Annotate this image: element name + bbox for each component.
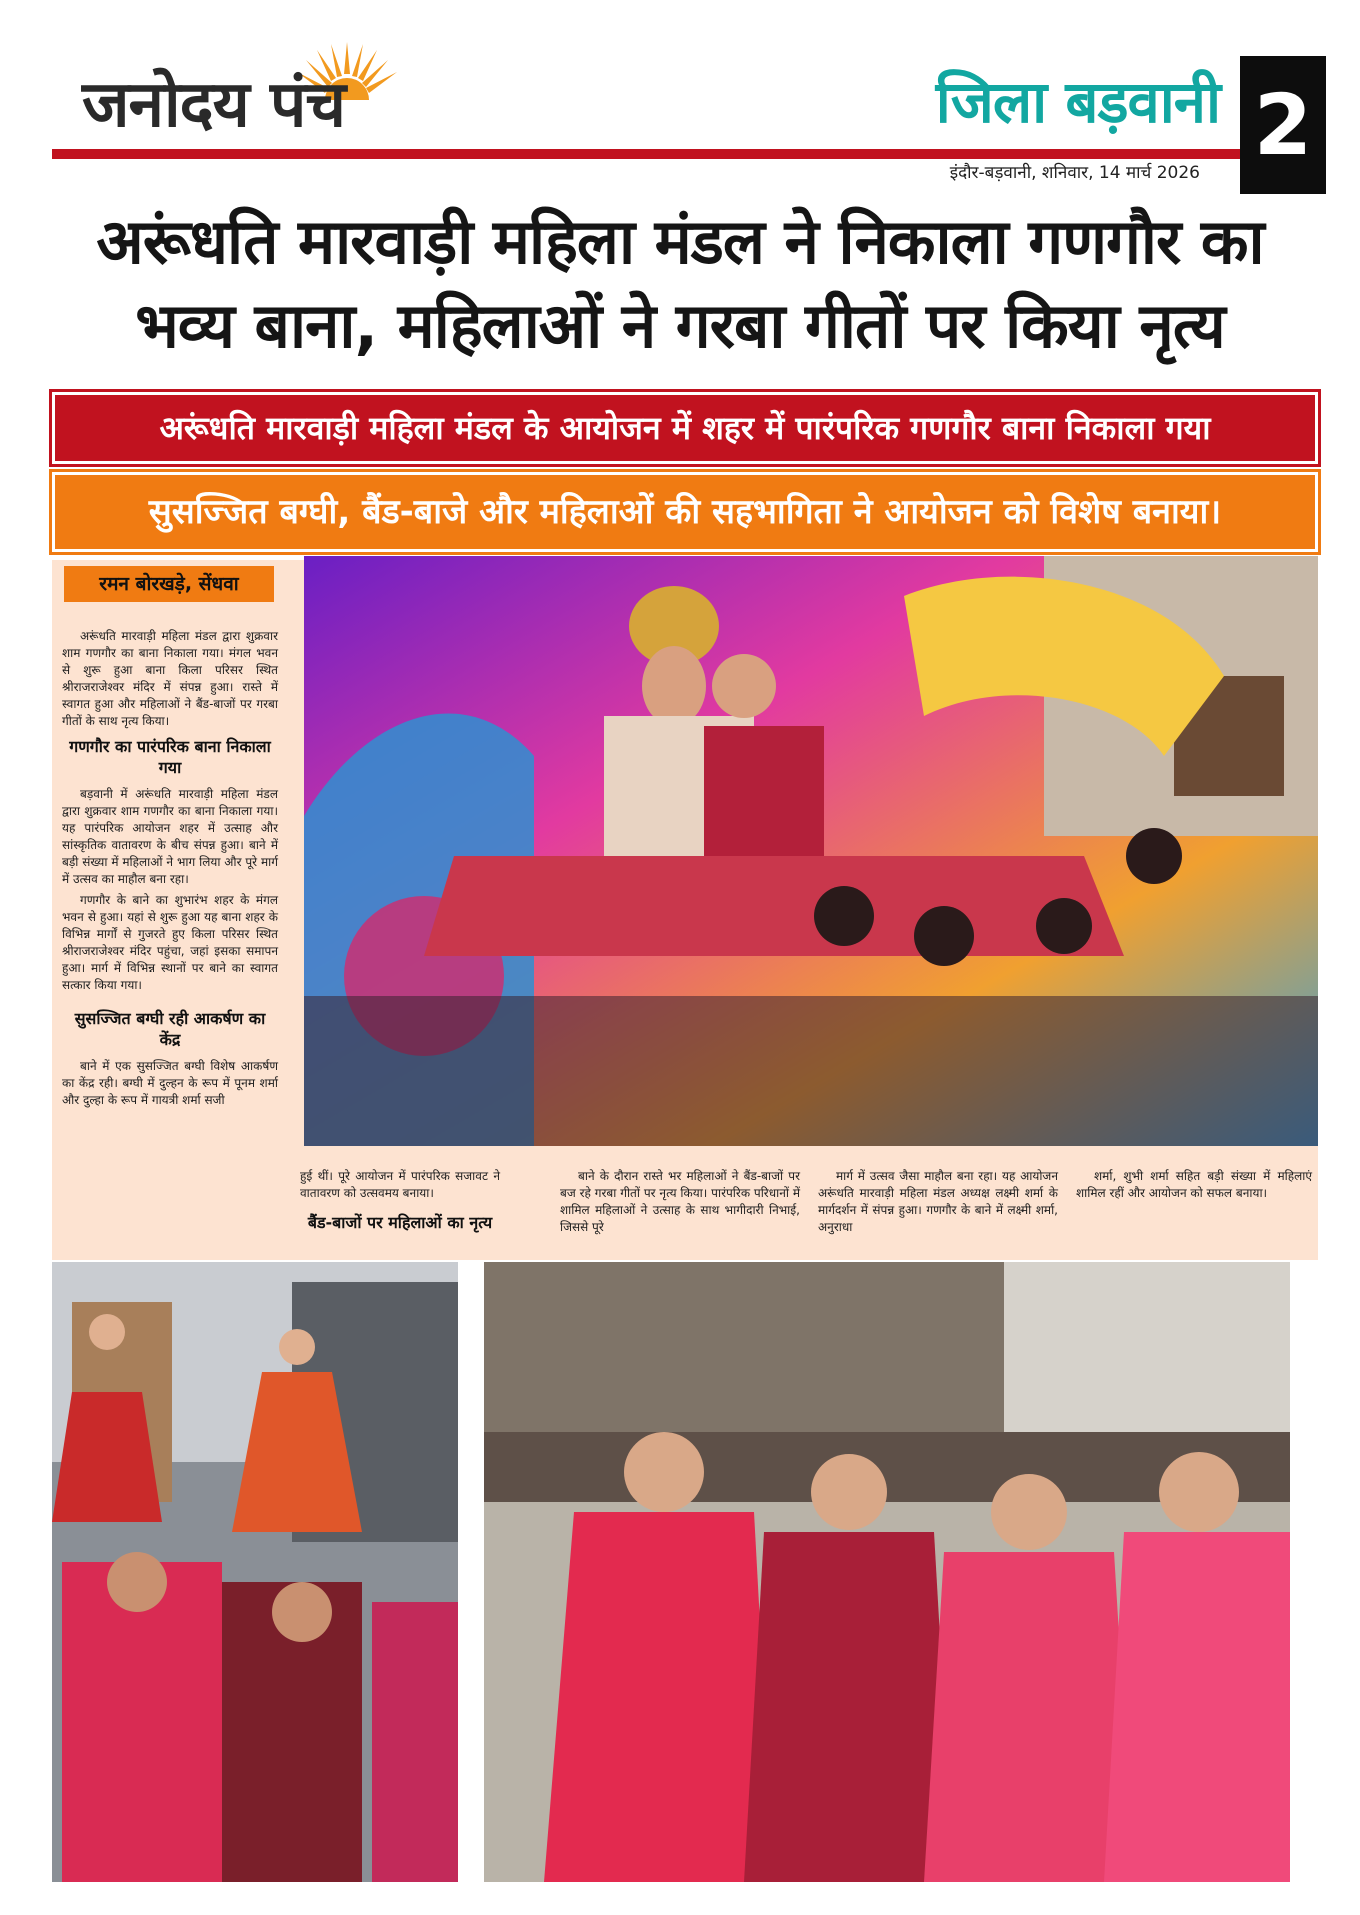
district-title: जिला बड़वानी: [935, 68, 1220, 136]
bottom-right-photo: [484, 1262, 1290, 1882]
col2-text: हुई थीं। पूरे आयोजन में पारंपरिक सजावट ने वातावरण को उत्सवमय बनाया।: [300, 1169, 500, 1200]
deck-orange: सुसज्जित बग्घी, बैंड-बाजे और महिलाओं की सहभागिता ने आयोजन को विशेष बनाया।: [52, 472, 1318, 552]
article-column-4: [818, 1168, 1058, 1258]
paragraph-2: गणगौर के बाने का शुभारंभ शहर के मंगल भवन से हुआ। यहां से शुरू हुआ यह बाना शहर के विभिन्न मार्गों से गुजरते हुए किला परिसर स्थित श्रीराजराजेश्वर मंदिर पहुंचा, जहां इसका समापन हुआ। मार्ग में विभिन्न स्थानों पर बाने का स्वागत सत्कार किया गया।: [62, 893, 278, 992]
article-column-2: [300, 1168, 500, 1258]
subhead-2: सुसज्जित बग्घी रही आकर्षण का केंद्र: [74, 1009, 266, 1049]
page-number: 2: [1240, 56, 1326, 194]
main-headline: [40, 200, 1320, 370]
headline-line-1: अरूंधति मारवाड़ी महिला मंडल ने निकाला गणगौर का: [96, 205, 1264, 278]
byline: रमन बोरखड़े, सेंधवा: [64, 566, 274, 602]
main-photo: [304, 556, 1318, 1146]
logo-text: जनोदय पंच: [82, 68, 345, 142]
article-column-3: [560, 1168, 800, 1258]
article-column-1: [62, 628, 278, 1258]
article-intro: अरूंधति मारवाड़ी महिला मंडल द्वारा शुक्रवार शाम गणगौर का बाना निकाला गया। मंगल भवन से शुरू हुआ बाना किला परिसर स्थित श्रीराजराजेश्वर मंदिर में संपन्न हुआ। रास्ते में स्वागत हुआ और महिलाओं ने बैंड-बाजों पर गरबा गीतों के साथ नृत्य किया।: [62, 629, 278, 728]
header-rule: [52, 149, 1240, 159]
subhead-3: बैंड-बाजों पर महिलाओं का नृत्य: [307, 1213, 493, 1232]
col4-text: मार्ग में उत्सव जैसा माहौल बना रहा। यह आयोजन अरूंधति मारवाड़ी महिला मंडल अध्यक्ष लक्ष्मी शर्मा के मार्गदर्शन में संपन्न हुआ। गणगौर के बाने में लक्ष्मी शर्मा, अनुराधा: [818, 1169, 1058, 1234]
headline-line-2: भव्य बाना, महिलाओं ने गरबा गीतों पर किया नृत्य: [135, 289, 1225, 362]
paragraph-3: बाने में एक सुसज्जित बग्घी विशेष आकर्षण का केंद्र रही। बग्घी में दुल्हन के रूप में पूनम शर्मा और दुल्हा के रूप में गायत्री शर्मा सजी: [62, 1059, 278, 1107]
col3-text: बाने के दौरान रास्ते भर महिलाओं ने बैंड-बाजों पर बज रहे गरबा गीतों पर नृत्य किया। पारंपरिक परिधानों में शामिल महिलाओं ने उत्साह के साथ भागीदारी निभाई, जिससे पूरे: [560, 1169, 800, 1234]
article-column-5: [1076, 1168, 1312, 1258]
subhead-1: गणगौर का पारंपरिक बाना निकाला गया: [69, 737, 271, 777]
dateline: इंदौर-बड़वानी, शनिवार, 14 मार्च 2026: [949, 163, 1200, 183]
newspaper-logo: [82, 40, 442, 140]
col5-text: शर्मा, शुभी शर्मा सहित बड़ी संख्या में महिलाएं शामिल रहीं और आयोजन को सफल बनाया।: [1076, 1169, 1312, 1200]
deck-red: अरूंधति मारवाड़ी महिला मंडल के आयोजन में शहर में पारंपरिक गणगौर बाना निकाला गया: [52, 392, 1318, 464]
paragraph-1: बड़वानी में अरूंधति मारवाड़ी महिला मंडल द्वारा शुक्रवार शाम गणगौर का बाना निकाला गया। यह पारंपरिक आयोजन शहर में उत्साह और सांस्कृतिक वातावरण के बीच संपन्न हुआ। बाने में बड़ी संख्या में महिलाओं ने भाग लिया और पूरे मार्ग में उत्सव का माहौल बना रहा।: [62, 787, 278, 886]
bottom-left-photo: [52, 1262, 458, 1882]
